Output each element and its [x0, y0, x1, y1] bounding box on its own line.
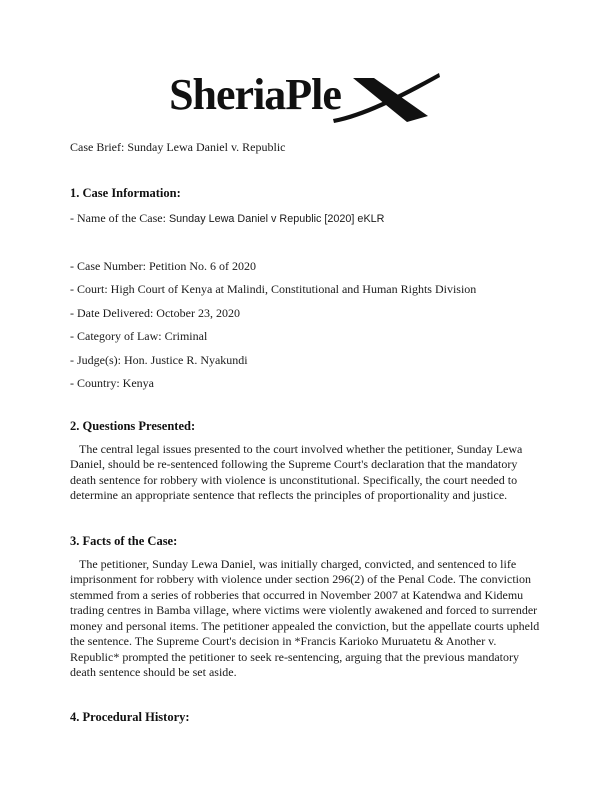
case-name-value: Sunday Lewa Daniel v Republic [2020] eKLR	[168, 213, 385, 225]
case-brief-title: Case Brief: Sunday Lewa Daniel v. Republic	[70, 140, 286, 154]
section-heading-questions-presented: 2. Questions Presented:	[70, 418, 196, 433]
section-heading-procedural-history: 4. Procedural History:	[70, 709, 190, 724]
list-item-category-of-law: - Category of Law: Criminal	[70, 329, 208, 343]
case-name-label: - Name of the Case:	[70, 211, 166, 225]
list-item-date-delivered: - Date Delivered: October 23, 2020	[70, 305, 240, 320]
logo-wordmark: SheriaPle	[169, 70, 341, 119]
section-heading-case-information: 1. Case Information:	[70, 186, 181, 200]
case-information-list	[70, 212, 542, 390]
section-heading-facts-of-the-case: 3. Facts of the Case:	[70, 533, 178, 548]
facts-of-the-case-paragraph: The petitioner, Sunday Lewa Daniel, was initially charged, convicted, and sentenced to life imprisonment for robbery with violence under section 296(2) of the Penal Code. The conviction stemmed from a series of robberies that occurred in November 2007 at Katendwa and Kidemu trading centres in Bamba village, where victims were violently awakened and forced to surrender money and personal items. The petitioner appealed the conviction, but the appellate courts upheld the sentence. The Supreme Court's decision in *Francis Karioko Muruatetu & Another v. Republic* prompted the petitioner to seek re-sentencing, arguing that the previous mandatory death sentence should be set aside.	[70, 556, 540, 679]
questions-presented-paragraph: The central legal issues presented to the court involved whether the petitioner, Sunday Lewa Daniel, should be re-sentenced following the Supreme Court's declaration that the mandatory death sentence for robbery with violence is unconstitutional. Specifically, the court needed to determine an appropriate sentence that reflects the principles of proportionality and justice.	[70, 441, 523, 502]
sheriaplex-logo	[70, 70, 542, 124]
list-item-court: - Court: High Court of Kenya at Malindi, Constitutional and Human Rights Division	[70, 282, 477, 296]
list-item-judges: - Judge(s): Hon. Justice R. Nyakundi	[70, 352, 248, 367]
list-item-case-name	[70, 212, 542, 226]
list-item-country: - Country: Kenya	[70, 376, 154, 390]
logo-x-icon	[331, 72, 443, 126]
list-item-case-number: - Case Number: Petition No. 6 of 2020	[70, 258, 256, 273]
